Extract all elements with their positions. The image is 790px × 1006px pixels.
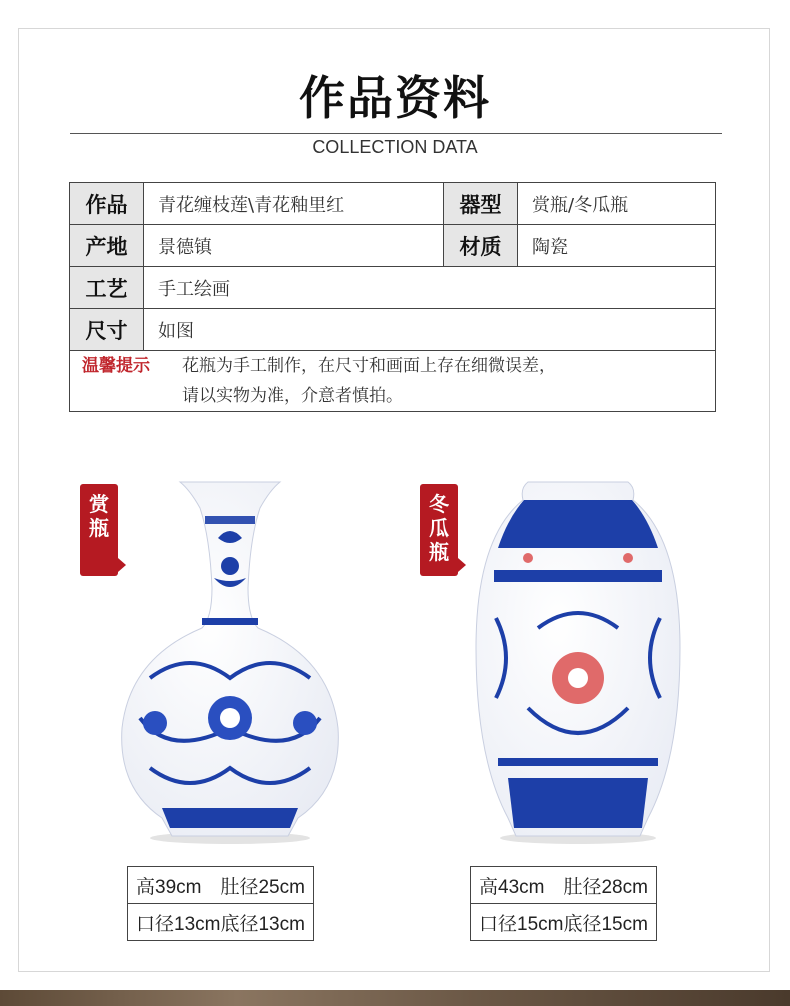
key-cell: 材质 (444, 225, 518, 267)
dimensions-table (127, 866, 314, 941)
table-row (70, 225, 716, 267)
notice-label: 温馨提示 (82, 356, 150, 376)
key-cell: 产地 (70, 225, 144, 267)
value-cell: 青花缠枝莲\青花釉里红 (144, 183, 444, 225)
value-cell: 手工绘画 (144, 267, 716, 309)
key-cell: 作品 (70, 183, 144, 225)
title-divider (70, 133, 722, 134)
value-cell: 景德镇 (144, 225, 444, 267)
table-row (70, 183, 716, 225)
table-row (70, 351, 716, 412)
vase-type-tag (420, 484, 458, 576)
dimension-value: 口径13cm底径13cm (128, 904, 314, 941)
value-cell: 陶瓷 (518, 225, 716, 267)
vase-image (110, 478, 350, 850)
tag-char: 瓶 (89, 516, 109, 540)
dimension-value: 高39cm 肚径25cm (128, 867, 314, 904)
dimension-value: 口径15cm底径15cm (471, 904, 657, 941)
key-cell: 尺寸 (70, 309, 144, 351)
notice-line: 请以实物为准，介意者慎拍。 (182, 386, 403, 406)
key-cell: 器型 (444, 183, 518, 225)
page-subtitle: COLLECTION DATA (312, 137, 478, 157)
notice-line: 花瓶为手工制作，在尺寸和画面上存在细微误差， (182, 356, 556, 376)
table-row (70, 309, 716, 351)
notice-cell (70, 351, 716, 412)
bottom-photo-strip (0, 990, 790, 1006)
vase-image (468, 478, 688, 850)
tag-char: 瓶 (429, 540, 449, 564)
tag-char: 冬 (429, 492, 449, 516)
tag-char: 赏 (89, 492, 109, 516)
value-cell: 如图 (144, 309, 716, 351)
value-cell: 赏瓶/冬瓜瓶 (518, 183, 716, 225)
key-cell: 工艺 (70, 267, 144, 309)
collection-data-table (69, 182, 716, 412)
dimensions-table (470, 866, 657, 941)
table-row (70, 267, 716, 309)
page-title: 作品资料 (299, 71, 491, 125)
dimension-value: 高43cm 肚径28cm (471, 867, 657, 904)
tag-char: 瓜 (429, 516, 449, 540)
